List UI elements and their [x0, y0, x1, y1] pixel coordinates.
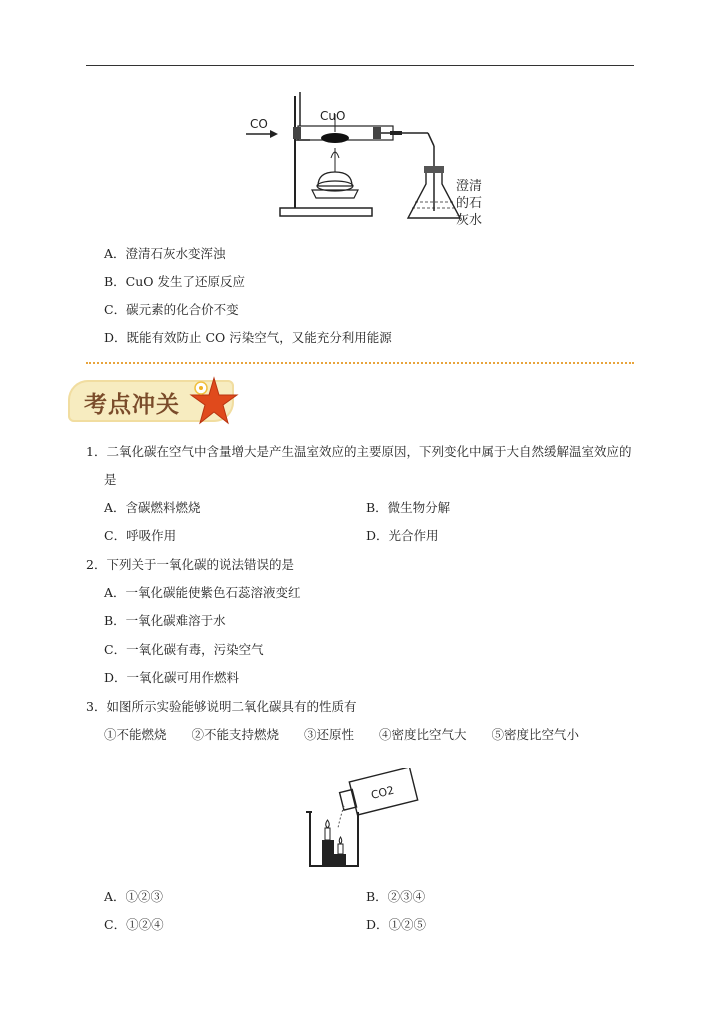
q3-option-c: C．①②④	[104, 917, 164, 932]
section-banner-title: 考点冲关	[84, 392, 180, 418]
q1-option-d: D．光合作用	[366, 528, 439, 543]
prev-option-b: B．CuO 发生了还原反应	[104, 274, 246, 289]
section-divider	[86, 362, 634, 364]
flask-label-line1: 澄清	[456, 179, 483, 194]
q2-option-b: B．一氧化碳难溶于水	[104, 613, 226, 628]
q2-stem: 2．下列关于一氧化碳的说法错误的是	[86, 557, 294, 572]
q3-properties: ①不能燃烧 ②不能支持燃烧 ③还原性 ④密度比空气大 ⑤密度比空气小	[104, 727, 580, 742]
gas-label: CO	[250, 117, 268, 131]
co-reduction-apparatus-figure	[240, 86, 490, 232]
q2-option-d: D．一氧化碳可用作燃料	[104, 670, 240, 685]
q1-stem-line1: 1．二氧化碳在空气中含量增大是产生温室效应的主要原因，下列变化中属于大自然缓解温室效应的	[86, 444, 632, 459]
q1-stem-line2: 是	[104, 472, 117, 487]
co2-label: CO2	[369, 783, 396, 802]
q1-option-a: A．含碳燃料燃烧	[104, 500, 201, 515]
q3-option-a: A．①②③	[104, 889, 164, 904]
q2-option-c: C．一氧化碳有毒，污染空气	[104, 642, 264, 657]
section-banner	[68, 380, 234, 422]
flask-label-line3: 灰水	[456, 213, 483, 228]
starfish-icon	[188, 376, 240, 428]
header-rule	[86, 65, 634, 66]
prev-option-c: C．碳元素的化合价不变	[104, 302, 239, 317]
flask-label-line2: 的石	[456, 196, 483, 211]
co2-beaker-figure	[300, 768, 420, 870]
q2-option-a: A．一氧化碳能使紫色石蕊溶液变红	[104, 585, 301, 600]
q3-option-d: D．①②⑤	[366, 917, 427, 932]
prev-option-d: D．既能有效防止 CO 污染空气，又能充分利用能源	[104, 330, 392, 345]
q1-option-c: C．呼吸作用	[104, 528, 177, 543]
prev-option-a: A．澄清石灰水变浑浊	[104, 246, 226, 261]
reagent-label: CuO	[320, 109, 346, 123]
q3-option-b: B．②③④	[366, 889, 426, 904]
q1-option-b: B．微生物分解	[366, 500, 451, 515]
q3-stem: 3．如图所示实验能够说明二氧化碳具有的性质有	[86, 699, 357, 714]
